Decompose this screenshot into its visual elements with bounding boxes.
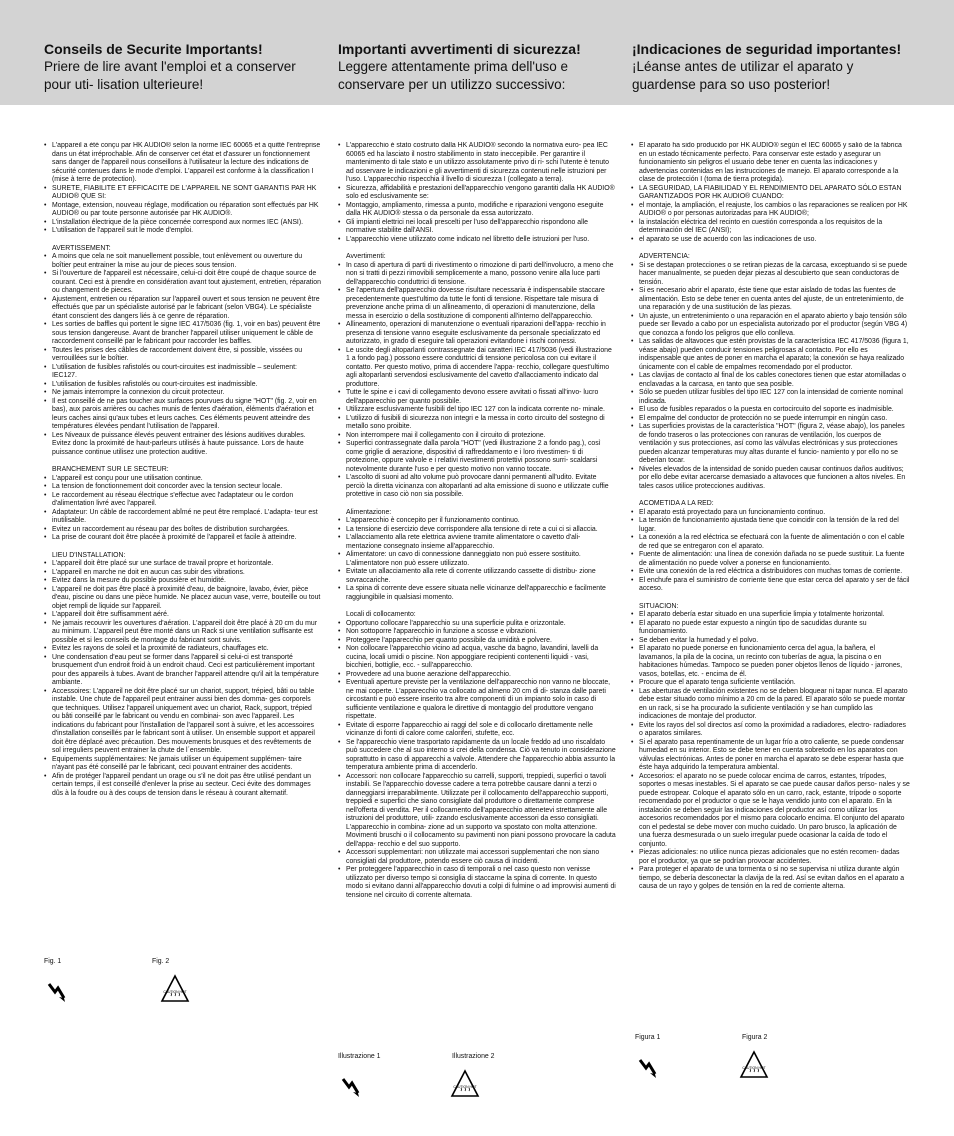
list-item: • Adaptateur: Un câble de raccordement abîmé ne peut être remplacé. L'adapta- teur est inutilisable. (44, 509, 321, 526)
section-heading: Locali di collocamento: (346, 611, 416, 618)
list-item: • Gli impianti elettrici nei locali prescelti per l'uso dell'apparecchio rispondono alle normative stabilite dall'ANSI. (338, 219, 616, 236)
list-item: • LA SEGURIDAD, LA FIABILIDAD Y EL RENDIMIENTO DEL APARATO SÓLO ESTAN GARANTIZADOS POR HK AUDIO® CUANDO: (631, 185, 910, 202)
list-item: • Ajustement, entretien ou réparation sur l'appareil ouvert et sous tension ne peuvent être effectués que par un spécialiste autorisé par le fabricant (selon VBG4). Le spécialiste étant conscient des dangers liés à ce genre de réparation. (44, 296, 321, 322)
list-item: • la instalación eléctrica del recinto en cuestión corresponda a los requisitos de la determinación del IEC (ANSI); (631, 219, 910, 236)
hot-warning-icon (160, 974, 190, 1004)
hot-warning-icon (739, 1050, 769, 1080)
bullet-list (44, 253, 321, 457)
list-item: • L'appareil ne doit pas être placé à proximité d'eau, de baignoire, lavabo, évier, pièce d'eau, piscine ou dans une pièce humide. Ne placez aucun vase, verre, bouteille ou tout objet rempli de liquide sur l'appareil. (44, 586, 321, 612)
list-item: • L'utilisation de fusibles rafistolés ou court-circuites est inadmissible – seulement: IEC127. (44, 364, 321, 381)
bullet-list (338, 620, 616, 901)
list-item: • La tension de fonctionnement doit concorder avec la tension secteur locale. (44, 483, 321, 492)
french-subtitle: Priere de lire avant l'emploi et a conserver pour uti- lisation ulterieure! (44, 59, 296, 92)
list-item: • Evitate di esporre l'apparecchio ai raggi del sole e di collocarlo direttamente nelle vicinanze di fonti di calore come caloriferi, stufette, ecc. (338, 722, 616, 739)
figure-1-label: Fig. 1 (44, 958, 62, 965)
list-item: • Para proteger el aparato de una tormenta o si no se supervisa ni utiliza durante algún tiempo, se debería desconectar la clavija de la red. Así se evitan daños en el aparato a causa de un rayo y golpes de tensión en la red de corriente alterna. (631, 866, 910, 892)
section-heading: ADVERTENCIA: (639, 253, 690, 260)
spanish-title: ¡Indicaciones de seguridad importantes! (632, 41, 902, 57)
list-item: • Se deben evitar la humedad y el polvo. (631, 637, 910, 646)
list-item: • Eventuali aperture previste per la ventilazione dell'apparecchio non vanno ne bloccate, ne mai coperte. L'apparecchio va collocato ad almeno 20 cm di di- stanza dalle pareti circostanti e può essere inserito tra altre componenti di un impianto solo in caso di sufficiente ventilazione e qualora le direttive di montaggio del produttore vengano rispettate. (338, 679, 616, 722)
list-item: • Montaggio, ampliamento, rimessa a punto, modifiche e riparazioni vengono eseguite dalla HK AUDIO® stessa o da personale da essa autorizzato. (338, 202, 616, 219)
column-french (44, 142, 321, 1042)
list-item: • Accesorios: el aparato no se puede colocar encima de carros, estantes, trípodes, soportes o mesas inestables. Si el aparato se cae puede causar daños perso- nales y se puede estropear. Coloque el aparato sólo en un carro, rack, estante, trípode o soporte recomendado por el productor o que se le haya vendido junto con el aparato. En la instalación se deben seguir las indicaciones del productor así como utilizar los accesorios recomendados por el mismo para colocarlo encima. El conjunto del aparato con el pedestal se debe mover con mucho cuidado. Un paro brusco, la aplicación de una fuerza desmesurada o un suelo irregular puede ocasionar la caída de todo el conjunto. (631, 773, 910, 850)
figures-spanish (635, 1034, 805, 1114)
list-item: • Las clavijas de contacto al final de los cables conectores tienen que estar atornilladas o enclavadas a la carcasa, en tanto que sea posible. (631, 372, 910, 389)
list-item: • Las aberturas de ventilación existentes no se deben bloquear ni tapar nunca. El aparato debe estar situado como mínimo a 20 cm de la pared. El aparato sólo se puede montar en un rack, si se ha procurado la suficiente ventilación y se han cumplido las indicaciones de montaje del productor. (631, 688, 910, 722)
list-item: • Accessori: non collocare l'apparecchio su carrelli, supporti, treppiedi, superfici o tavoli instabili. Se l'apparecchio dovesse cadere a terra potrebbe causare danni a terzi o danneggiarsi irreparabilmente. Utilizzate per il collocamento dell'apparecchio supporti, treppiedi e superfici che siano consigliate dal produttore o direttamente comprese nell'offerta di vendita. Per il collocamento dell'apparecchio attenetevi strettamente alle istruzioni del produttore, utili- zzando esclusivamente accessori da esso consigliati. L'apparecchio in combina- zione ad un supporto va spostato con molta attenzione. Movimenti bruschi o il collocamento su pavimenti non piani possono provocare la caduta dell'appa- recchio e del suo supporto. (338, 773, 616, 850)
list-item: • Superfici contrassegnate dalla parola "HOT" (vedi illustrazione 2 a fondo pag.), così come griglie di aerazione, dispositivi di raffreddamento e i loro rivestimen- ti di protezione, oppure valvole e i relativi rivestimenti protettivi possono surri- scaldarsi notevolmente durante l'uso e per questo motivo non vanno toccate. (338, 440, 616, 474)
list-item: • Si es necesario abrir el aparato, éste tiene que estar aislado de todas las fuentes de alimentación. Esto se debe tener en cuenta antes del ajuste, de un entretenimiento, de una reparación y de una sustitución de las piezas. (631, 287, 910, 313)
bullet-list (338, 262, 616, 500)
italian-subtitle: Leggere attentamente prima dell'uso e conservare per un utilizzo successivo: (338, 59, 568, 92)
list-item: • El enchufe para el suministro de corriente tiene que estar cerca del aparato y ser de fácil acceso. (631, 577, 910, 594)
bullet-list (338, 142, 616, 244)
list-item: • A moins que cela ne soit manuellement possible, tout enlèvement ou ouverture du boîtier peut entrainer la mise au jour de pieces sous tension. (44, 253, 321, 270)
list-item: • Accessoires: L'appareil ne doit être placé sur un chariot, support, trépied, bâti ou table instable. Une chute de l'appareil peut entrainer aussi bien des domma- ges corporels que techniques. Utilisez l'appareil uniquement avec un chariot, Rack, support, trépied ou bâti conseillé par le fabricant ou vendu en combinai- son avec l'appareil. Les indications du fabricant pour l'installation de l'appareil sont à suivre, et les accessoires d'installation conseillés par le fabricant sont à utiliser. Un ensemble support et appareil doit être déplacé avec précaution. Des mouvements brusques et des revêtements de sol irreguliers peuvent entrainer la chute de l´ensemble. (44, 688, 321, 756)
list-item: • el montaje, la ampliación, el reajuste, los cambios o las reparaciones se realicen por HK AUDIO® o por personas autorizadas para HK AUDIO®; (631, 202, 910, 219)
list-item: • Si l'ouverture de l'appareil est nécessaire, celui-ci doit être coupé de chaque source de courant. Ceci est à prendre en considération avant tout ajustement, entretien, réparation ou changement de pieces. (44, 270, 321, 296)
list-item: • Non collocare l'apparecchio vicino ad acqua, vasche da bagno, lavandini, lavelli da cucina, locali umidi o piscine. Non appoggiare recipienti contenenti liquidi - vasi, bicchieri, bottiglie, ecc. - sull'apparecchio. (338, 645, 616, 671)
header-french (44, 40, 326, 94)
section-heading: BRANCHEMENT SUR LE SECTEUR: (52, 466, 169, 473)
list-item: • L'utilisation de fusibles rafistolés ou court-circuites est inadmissible. (44, 381, 321, 390)
figure-2-label: Illustrazione 2 (452, 1053, 495, 1060)
list-item: • Niveles elevados de la intensidad de sonido pueden causar continuos daños auditivos; por ello debe evitar acercarse demasiado a altavoces que funcionen a altos niveles. En tales casos utilice protecciones auditivas. (631, 466, 910, 492)
list-item: • Evitez dans la mesure du possible poussière et humidité. (44, 577, 321, 586)
list-item: • La prise de courant doit être placée à proximité de l'appareil et facile à atteindre. (44, 534, 321, 543)
bullet-list (631, 611, 910, 892)
list-item: • La tensión de funcionamiento ajustada tiene que coincidir con la tensión de la red del lugar. (631, 517, 910, 534)
list-item: • El aparato está proyectado para un funcionamiento continuo. (631, 509, 910, 518)
list-item: • el aparato se use de acuerdo con las indicaciones de uso. (631, 236, 910, 245)
list-item: • Non sottoporre l'apparecchio in funzione a scosse e vibrazioni. (338, 628, 616, 637)
list-item: • El aparato no puede estar expuesto a ningún tipo de sacudidas durante su funcionamiento. (631, 620, 910, 637)
list-item: • Proteggere l'apparecchio per quanto possibile da umidità e polvere. (338, 637, 616, 646)
column-spanish (631, 142, 910, 1042)
list-item: • Evitez les rayons de soleil et la proximité de radiateurs, chauffages etc. (44, 645, 321, 654)
list-item: • L'allacciamento alla rete elettrica avviene tramite alimentatore o cavetto d'ali- mentazione consegnato insieme all'apparecchio. (338, 534, 616, 551)
list-item: • L'apparecchio viene utilizzato come indicato nel libretto delle istruzioni per l'uso. (338, 236, 616, 245)
header-italian (338, 40, 623, 94)
list-item: • Alimentatore: un cavo di connessione danneggiato non può essere sostituito. L'alimentatore non può essere utilizzato. (338, 551, 616, 568)
list-item: • Si se destapan protecciones o se retiran piezas de la carcasa, exceptuando si se puede hacer manualmente, se pueden dejar piezas al descubierto que sean conductoras de tensión. (631, 262, 910, 288)
french-title: Conseils de Securite Importants! (44, 41, 263, 57)
figures-french (44, 958, 214, 1038)
list-item: • L'appareil a été conçu par HK AUDIO® selon la norme IEC 60065 et a quitté l'entreprise dans un état irréprochable. Afin de conserver cet état et d'assurer un fonctionnement sans danger de l'appareil nous conseillons à l'utilisateur la lecture des indications de sécurité contenues dans le mode d'emploi. L'appareil est conforme à la classification I (mise à terre de protection). (44, 142, 321, 185)
list-item: • Las superficies provistas de la característica "HOT" (figura 2, véase abajo), los paneles de fondo traseros o las protecciones con ranuras de ventilación, los cuerpos de ventilación y sus protecciones, así como las válvulas electrónicas y sus protecciones pueden alcanzar temperaturas muy altas durante el funcio- namiento y por ello no se deberían tocar. (631, 423, 910, 466)
list-item: • Les sorties de baffles qui portent le signe IEC 417/5036 (fig. 1, voir en bas) peuvent être sous tension dangereuse. Avant de brancher l'appareil utiliser uniquement le câble de raccordement conseillé par le fabricant pour raccorder les baffles. (44, 321, 321, 347)
list-item: • Montage, extension, nouveau réglage, modification ou réparation sont effectués par HK AUDIO® ou par toute personne autorisée par HK AUDIO®. (44, 202, 321, 219)
bullet-list (338, 517, 616, 602)
list-item: • La conexión a la red eléctrica se efectuará con la fuente de alimentación o con el cable de red que se entregaron con el aparato. (631, 534, 910, 551)
section-heading: LIEU D'INSTALLATION: (52, 551, 126, 559)
section-heading: Alimentazione: (346, 508, 392, 516)
section-heading: SITUACION: (639, 602, 679, 610)
hot-warning-icon (450, 1069, 480, 1099)
list-item: • Le raccordement au réseau électrique s'effectue avec l'adaptateur ou le cordon d'alimentation livré avec l'appareil. (44, 492, 321, 509)
list-item: • Tutte le spine e i cavi di collegamento devono essere avvitati o fissati all'invo- lucro dell'apparecchio per quanto possibile. (338, 389, 616, 406)
list-item: • Allineamento, operazioni di manutenzione o eventuali riparazioni dell'appa- recchio in presenza di tensione vanno eseguite esclusivamente da personale specializzato ed autorizzato, in grado di eseguire tali operazioni evitandone i rischi connessi. (338, 321, 616, 347)
list-item: • Opportuno collocare l'apparecchio su una superficie pulita e orizzontale. (338, 620, 616, 629)
column-italian (338, 142, 616, 1042)
bullet-list (631, 262, 910, 492)
header-spanish (632, 40, 917, 94)
list-item: • Non interrompere mai il collegamento con il circuito di protezione. (338, 432, 616, 441)
bullet-list (44, 475, 321, 543)
list-item: • L'appareil en marche ne doit en aucun cas subir des vibrations. (44, 569, 321, 578)
list-item: • El aparato debería estar situado en una superficie limpia y totalmente horizontal. (631, 611, 910, 620)
list-item: • L'utilizzo di fusibili di sicurezza non integri e la messa in corto circuito del sostegno di metallo sono proibite. (338, 415, 616, 432)
list-item: • Piezas adicionales: no utilice nunca piezas adicionales que no estén recomen- dadas por el productor, ya que se podrían provocar accidentes. (631, 849, 910, 866)
list-item: • Evite una conexión de la red eléctrica a distribuidores con muchas tomas de corriente. (631, 568, 910, 577)
bullet-list (44, 142, 321, 236)
list-item: • Le uscite degli altoparlanti contrassegnate dai caratteri IEC 417/5036 (vedi illustrazione 1 a fondo pag.) possono essere conduttrici di tensione pericolosa con cui evitare il contatto. Per questo motivo, prima di accendere l'appa- recchio, collegare quest'ultimo agli altoparlanti servendosi esclusivamente del cavetto d'allacciamento indicato dal produttore. (338, 347, 616, 390)
list-item: • L'installation électrique de la pièce concernée correspond aux normes IEC (ANSI). (44, 219, 321, 228)
list-item: • SURETE, FIABILITE ET EFFICACITE DE L'APPAREIL NE SONT GARANTIS PAR HK AUDIO® QUE SI: (44, 185, 321, 202)
list-item: • L'appareil doit être suffisamment aéré. (44, 611, 321, 620)
list-item: • L'apparecchio è stato costruito dalla HK AUDIO® secondo la normativa euro- pea IEC 60065 ed ha lasciato il nostro stabilimento in stato ineccepibile. Per garantire il mantenimento di tale stato e un utilizzo assolutamente privo di ri- schi l'utente è tenuto ad osservare le indicazioni e gli avvertimenti di sicurezza contenuti nelle istruzioni per l'uso. L'apparecchio rispecchia il livello di sicurezza I (collegato a terra). (338, 142, 616, 185)
list-item: • Equipements supplémentaires: Ne jamais utiliser un équipement supplémen- taire n'ayant pas été conseillé par le fabricant, ceci pouvant entrainer des accidents. (44, 756, 321, 773)
list-item: • Provvedere ad una buone aerazione dell'apparecchio. (338, 671, 616, 680)
list-item: • Il est conseillé de ne pas toucher aux surfaces pourvues du signe "HOT" (fig. 2, voir en bas), aux parois arrières ou caches munis de fentes d'aération, éléments d'aération et leurs caches ainsi qu'aux tubes et leurs caches. Ces éléments peuvent atteindre des températures élevées pendant l'utilisation de l'appareil. (44, 398, 321, 432)
list-item: • Sicurezza, affidabilità e prestazioni dell'apparecchio vengono garantiti dalla HK AUDIO® solo ed esclusivamente se: (338, 185, 616, 202)
figure-1-label: Figura 1 (635, 1034, 661, 1041)
italian-title: Importanti avvertimenti di sicurezza! (338, 41, 581, 57)
section-heading: ACOMETIDA A LA RED: (639, 500, 714, 507)
list-item: • Un ajuste, un entretenimiento o una reparación en el aparato abierto y bajo tensión sólo puede ser llevado a cabo por un especialista autorizado por el productor (según VBG 4) que conozca a fondo los peligros que ello conlleva. (631, 313, 910, 339)
list-item: • Ne jamais recouvrir les ouvertures d'aération. L'appareil doit être placé à 20 cm du mur au minimum. L'appareil peut être monté dans un Rack si une ventilation suffisante est possible et si les conseils de montage du fabricant sont suivis. (44, 620, 321, 646)
list-item: • Procure que el aparato tenga suficiente ventilación. (631, 679, 910, 688)
lightning-icon (340, 1073, 362, 1099)
list-item: • El empalme del conductor de protección no se puede interrumpir en ningún caso. (631, 415, 910, 424)
list-item: • Evite los rayos del sol directos así como la proximidad a radiadores, electro- radiadores o aparatos similares. (631, 722, 910, 739)
list-item: • La tensione di esercizio deve corrispondere alla tensione di rete a cui ci si allaccia. (338, 526, 616, 535)
section-heading: AVERTISSEMENT: (52, 244, 111, 252)
list-item: • Accessori supplementari: non utilizzate mai accessori supplementari che non siano consigliati dal produttore, potendo essere ciò causa di incidenti. (338, 849, 616, 866)
bullet-list (44, 560, 321, 798)
list-item: • Evitez un raccordement au réseau par des boîtes de distribution surchargées. (44, 526, 321, 535)
lightning-icon (46, 978, 68, 1004)
list-item: • Afin de protéger l'appareil pendant un orage ou s'il ne doit pas être utilisé pendant un certain temps, il est conseillé d'enlever la prise au secteur. Ceci évite des dommages dûs à la foudre ou à des coups de tension dans le réseau à courant alternatif. (44, 773, 321, 799)
list-item: • Sólo se pueden utilizar fusibles del tipo IEC 127 con la intensidad de corriente nominal indicada. (631, 389, 910, 406)
list-item: • Se l'apertura dell'apparecchio dovesse risultare necessaria è indispensabile staccare precedentemente quest'ultimo da tutte le fonti di tensione. Rispettare tale misura di prevenzione anche prima di un allineamento, di operazioni di manutenzione, della messa in esercizio o della sostituzione di componenti all'interno dell'apparecchio. (338, 287, 616, 321)
list-item: • Utilizzare esclusivamente fusibili del tipo IEC 127 con la indicata corrente no- minale. (338, 406, 616, 415)
figure-2-label: Figura 2 (742, 1034, 768, 1041)
list-item: • Une condensation d'eau peut se former dans l'appareil si celui-ci est transporté brusquement d'un endroit froid à un endroit chaud. Ceci est particulièrement important pour des appareils à tubes. Avant de brancher l'appareil attendre qu'il ait la température ambiante. (44, 654, 321, 688)
figures-italian (338, 1053, 508, 1133)
list-item: • Ne jamais interrompre la connexion du circuit protecteur. (44, 389, 321, 398)
bullet-list (631, 509, 910, 594)
list-item: • L'appareil doit être placé sur une surface de travail propre et horizontale. (44, 560, 321, 569)
spanish-subtitle: ¡Léanse antes de utilizar el aparato y guardense para so uso posterior! (632, 59, 854, 92)
list-item: • Si el aparato pasa repentinamente de un lugar frío a otro caliente, se puede condensar humedad en su interior. Esto se debe tener en cuenta sobretodo en los aparatos con válvulas electrónicas. Antes de poner en marcha el aparato se debe esperar hasta que éste haya adquirido la temperatura ambiental. (631, 739, 910, 773)
list-item: • El aparato ha sido producido por HK AUDIO® según el IEC 60065 y salió de la fábrica en un estado técnicamente perfecto. Para conservar este estado y asegurar un funcionamiento sin peligros el usuario debe tener en cuenta las indicaciones y advertencias contenidas en las instrucciones de manejo. El aparato corresponde a la clase de protección I (toma de tierra protegida). (631, 142, 910, 185)
bullet-list (631, 142, 910, 244)
hot-label: CAUTION HOT (163, 990, 187, 994)
figure-1-label: Illustrazione 1 (338, 1053, 381, 1060)
hot-label: CAUTION HOT (742, 1066, 766, 1070)
list-item: • Se l'apparecchio viene trasportato rapidamente da un locale freddo ad uno riscaldato può succedere che al suo interno si crei della condensa. Ciò va tenuto in considerazione soprattutto in caso di apparecchi a valvole. Attendere che l'apparecchio abbia assunto la temperatura ambiente prima di accenderlo. (338, 739, 616, 773)
section-heading: Avvertimenti: (346, 253, 386, 260)
lightning-icon (637, 1054, 659, 1080)
list-item: • El aparato no puede ponerse en funcionamiento cerca del agua, la bañera, el lavamanos, la pila de la cocina, un recinto con tuberías de agua, la piscina o en habitaciones húmedas. Tampoco se pueden poner objetos llenos de líquido - jarrones, vasos, botellas, etc. - encima de él. (631, 645, 910, 679)
list-item: • L'apparecchio è concepito per il funzionamento continuo. (338, 517, 616, 526)
hot-label: CAUTION HOT (453, 1085, 477, 1089)
list-item: • Les Niveaux de puissance élevés peuvent entrainer des lésions auditives durables. Evitez donc la proximité de haut-parleurs utilisés à haute puissance. Lors de haute puissance continue utilisez une protection auditive. (44, 432, 321, 458)
list-item: • L'ascolto di suoni ad alto volume può provocare danni permanenti all'udito. Evitate perciò la diretta vicinanza con altoparlanti ad alta emissione di suono e utilizzate cuffie protettive in caso ciò non sia possibile. (338, 474, 616, 500)
list-item: • La spina di corrente deve essere situata nelle vicinanze dell'apparecchio e facilmente raggiungibile in qualsiasi momento. (338, 585, 616, 602)
list-item: • El uso de fusibles reparados o la puesta en cortocircuito del soporte es inadmisible. (631, 406, 910, 415)
list-item: • Toutes les prises des câbles de raccordement doivent être, si possible, vissées ou verrouillées sur le boîtier. (44, 347, 321, 364)
list-item: • Per proteggere l'apparecchio in caso di temporali o nel caso questo non venisse utilizzato per diverso tempo si consiglia di staccarne la spina di corrente. In questo modo si evitano danni all'apparecchio dovuti a colpi di fulmine o ad improvvisi aumenti di tensione nel circuito di corrente alternata. (338, 866, 616, 900)
list-item: • Evitate un allacciamento alla rete di corrente utilizzando cassette di distribu- zione sovraccariche. (338, 568, 616, 585)
list-item: • Las salidas de altavoces que estén provistas de la característica IEC 417/5036 (figura 1, véase abajo) pueden conducir tensiones peligrosas al contacto. Por ello es indispensable que antes de poner en marcha el aparato; la conexión se haya realizado únicamente con el cable de empalmes recomendado por el productor. (631, 338, 910, 372)
list-item: • Fuente de alimentación: una línea de conexión dañada no se puede sustituir. La fuente de alimentación no puede volver a ponerse en funcionamiento. (631, 551, 910, 568)
list-item: • L'appareil est conçu pour une utilisation continue. (44, 475, 321, 484)
figure-2-label: Fig. 2 (152, 958, 170, 965)
list-item: • In caso di apertura di parti di rivestimento o rimozione di parti dell'involucro, a meno che non si tratti di pezzi rimovibili semplicemente a mano, possono venire alla luce parti dell'apparecchio conduttrici di tensione. (338, 262, 616, 288)
list-item: • L'utilisation de l'appareil suit le mode d'emploi. (44, 227, 321, 236)
